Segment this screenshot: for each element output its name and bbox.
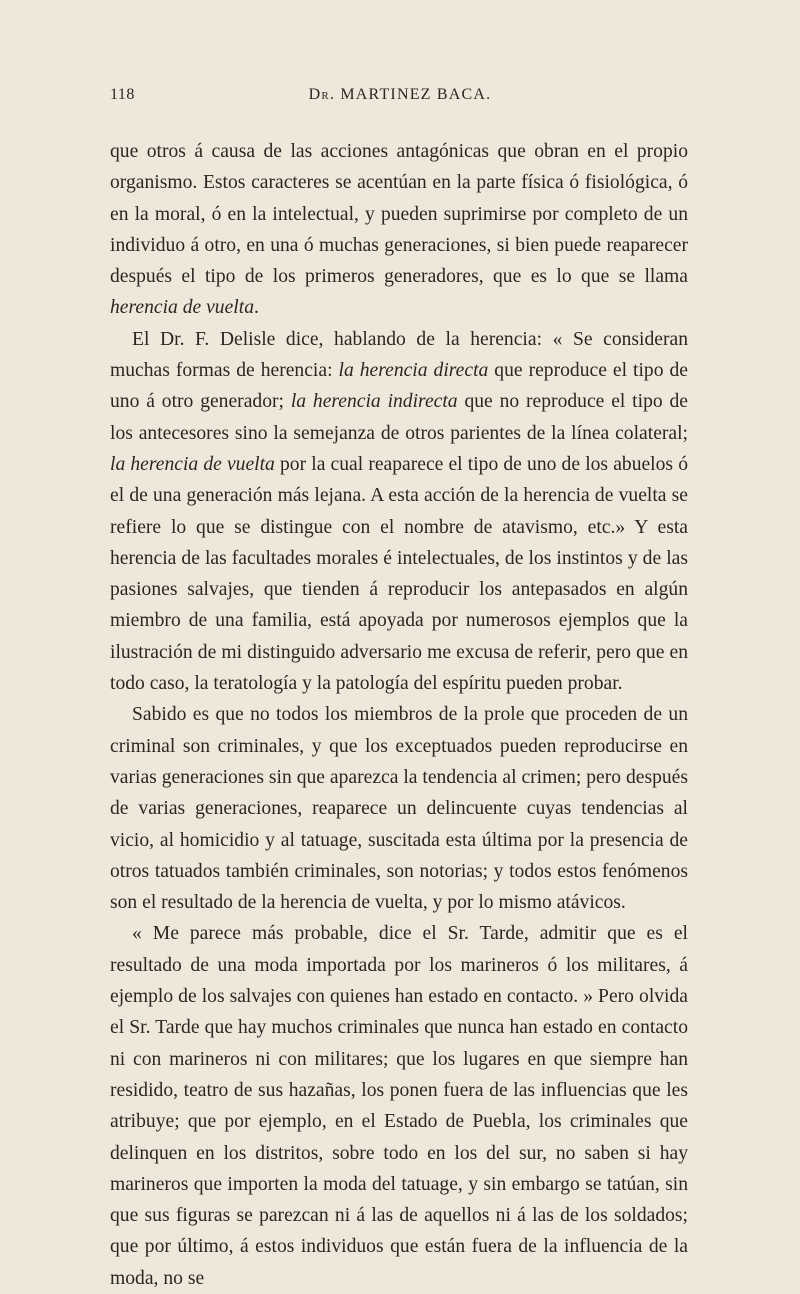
italic-term: la herencia de vuelta [110,453,275,475]
text-run: « Me parece más probable, dice el Sr. Tarde, admitir que es el resultado de una moda importada por los marineros ó los militares, á ejemplo de los salvajes con quienes han estado en contacto. » Pero olvida el Sr. Tarde que hay muchos criminales que nunca han estado en contacto ni con marineros ni con militares; que los lugares en que siempre han residido, teatro de sus hazañas, los ponen fuera de las influencias que les atribuye; que por ejemplo, en el Estado de Puebla, los criminales que delinquen en los distritos, sobre todo en los del sur, no saben si hay marineros que importen la moda del tatuage, y sin embargo se tatúan, sin que sus figuras se parezcan ni á las de aquellos ni á las de los soldados; que por último, á estos individuos que están fuera de la influencia de la moda, no se [110,923,688,1289]
text-run: . [254,297,259,319]
italic-term: herencia de vuelta [110,297,254,319]
text-run: Sabido es que no todos los miembros de la prole que proceden de un criminal son criminales, y que los exceptuados pueden reproducirse en varias generaciones sin que aparezca la tendencia al crimen; pero después de varias generaciones, reaparece un delincuente cuyas tendencias al vicio, al homicidio y al tatuage, suscitada esta última por la presencia de otros tatuados también criminales, son notorias; y todos estos fenómenos son el resultado de la herencia de vuelta, y por lo mismo atávicos. [110,704,688,914]
text-run: que no reproduce el tipo de los antecesores sino la semejanza de otros parientes de la línea colateral; [110,391,689,444]
text-run: que otros á causa de las acciones antagónicas que obran en el propio organismo. Estos caracteres se acentúan en la parte física ó fisiológica, ó en la moral, ó en la intelectual, y pueden suprimirse por completo de un individuo á otro, en una ó muchas generaciones, si bien puede reaparecer después el tipo de los primeros generadores, que es lo que se llama [110,141,688,288]
paragraph [110,324,688,700]
italic-term: la herencia directa [338,360,489,382]
page-number: 118 [110,86,135,103]
running-title: Dr. MARTINEZ BACA. [308,86,492,103]
running-head [110,86,690,110]
paragraph [110,136,688,324]
text-run: que reproduce el tipo de uno á otro generador; [110,360,688,413]
text-run: El Dr. F. Delisle dice, hablando de la herencia: « Se consideran muchas formas de herencia: [110,328,688,382]
italic-term: la herencia indirecta [290,391,458,413]
paragraph [110,918,688,1294]
body-text [110,136,688,1294]
text-run: por la cual reaparece el tipo de uno de los abuelos ó el de una generación más lejana. A esta acción de la herencia de vuelta se refiere lo que se distingue con el nombre de atavismo, etc.» Y esta herencia de las facultades morales é intelectuales, de los instintos y de las pasiones salvajes, que tienden á reproducir los antepasados en algún miembro de una familia, está apoyada por numerosos ejemplos que la ilustración de mi distinguido adversario me excusa de referir, pero que en todo caso, la teratología y la patología del espíritu pueden probar. [110,453,688,695]
paragraph [110,699,688,918]
